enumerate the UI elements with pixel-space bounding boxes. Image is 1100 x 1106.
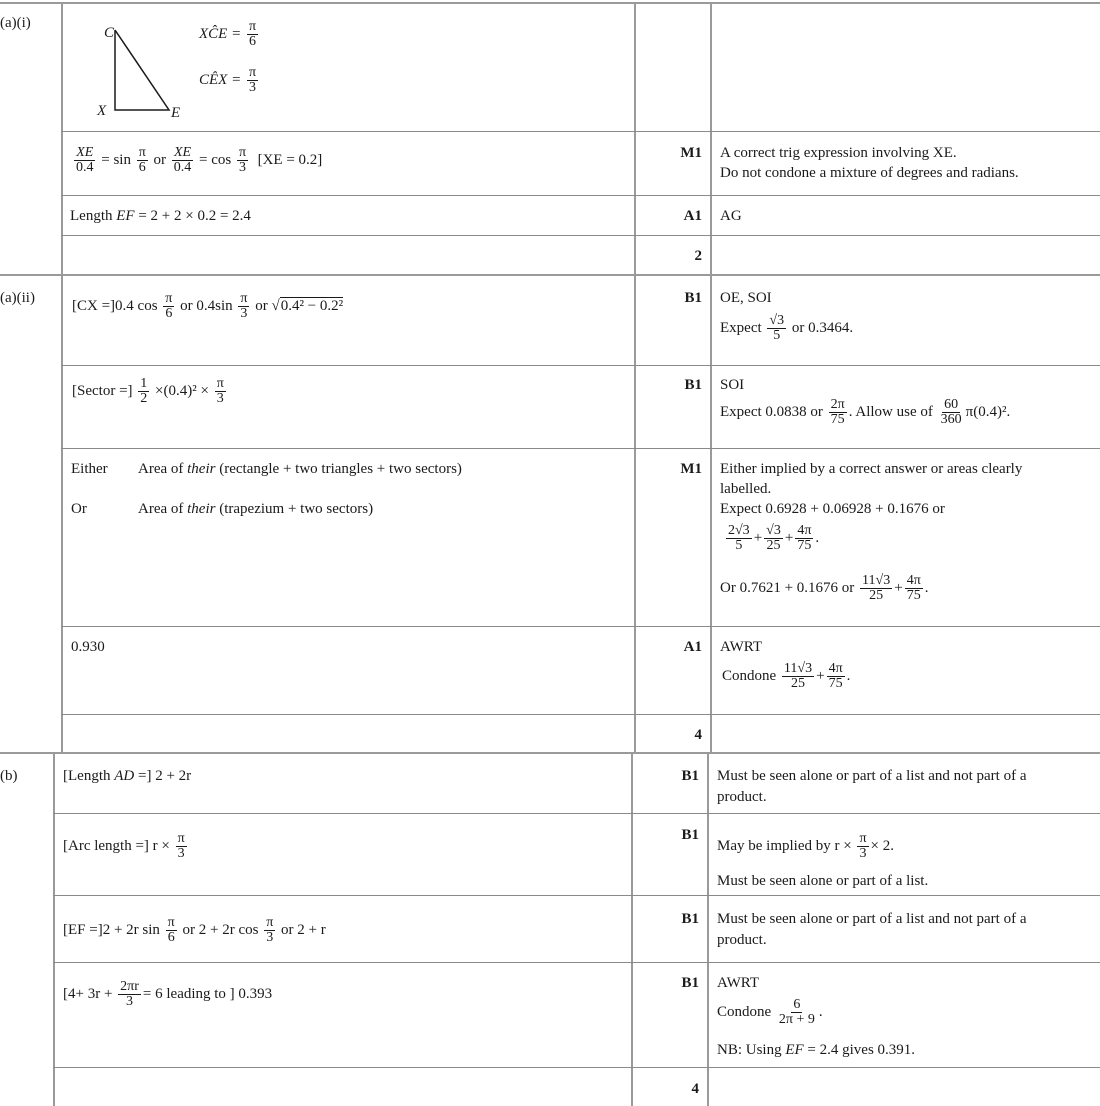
working-arc-length: [Arc length =] r × $\frac{\pi}{3}$	[63, 831, 185, 861]
section-divider	[0, 274, 1100, 276]
angle-xce-lhs: XĈE =	[199, 25, 242, 42]
fraction: $\frac{2\pi}{75}$	[830, 397, 845, 427]
vertex-label-c: C	[104, 25, 115, 41]
angle-cex-lhs: CÊX =	[199, 71, 242, 88]
fraction: $\frac{1}{2}$	[140, 376, 148, 406]
row-divider	[61, 131, 1100, 132]
fraction: $\frac{\pi}{3}$	[859, 831, 867, 861]
guidance-implied: May be implied by r × $\frac{\pi}{3}$ × 2.	[717, 831, 894, 861]
vertex-label-e: E	[171, 105, 181, 121]
section-divider	[0, 752, 1100, 754]
mark-code: B1	[681, 911, 699, 927]
row-divider	[53, 895, 1100, 896]
fraction: $\frac{11√3}{25}$	[783, 661, 813, 691]
guidance-expect: Expect $\frac{√3}{5}$ or 0.3464.	[720, 313, 854, 343]
angle-cex	[199, 66, 260, 95]
guidance-column-divider-a	[710, 2, 712, 752]
fraction: $\frac{6}{2\pi + 9}$	[778, 997, 815, 1027]
guidance-text: product.	[717, 789, 767, 805]
working-answer: 0.930	[71, 639, 105, 655]
working-length-ef: Length EF = 2 + 2 × 0.2 = 2.4	[70, 208, 251, 224]
fraction: $\frac{\pi}{3}$	[239, 145, 247, 175]
row-divider	[61, 235, 1100, 236]
fraction: $\frac{\pi}{3}$	[177, 831, 185, 861]
row-divider	[61, 626, 1100, 627]
fraction: $\frac{√3}{25}$	[766, 523, 781, 553]
fraction: $\frac{4\pi}{75}$	[906, 573, 921, 603]
row-divider	[61, 714, 1100, 715]
working-cx: [CX =]0.4 cos $\frac{\pi}{6}$ or 0.4sin $\frac{\pi}{3}$ or √0.4² − 0.2²	[72, 291, 344, 321]
mark-code: M1	[680, 145, 702, 161]
fraction: $\frac{\pi}{6}$	[248, 19, 257, 49]
working-length-ad: [Length AD =] 2 + 2r	[63, 768, 192, 784]
guidance-text: Do not condone a mixture of degrees and radians.	[720, 165, 1019, 181]
triangle-shape	[115, 30, 169, 110]
fraction: $\frac{\pi}{6}$	[165, 291, 173, 321]
total-marks: 4	[691, 1081, 699, 1097]
row-divider	[53, 813, 1100, 814]
guidance-text: Must be seen alone or part of a list and not part of a	[717, 911, 1027, 927]
guidance-text: Must be seen alone or part of a list and not part of a	[717, 768, 1027, 784]
part-label: (a)(ii)	[0, 290, 35, 306]
top-border	[0, 2, 1100, 4]
mark-code: A1	[683, 639, 702, 655]
mark-code: B1	[684, 290, 702, 306]
row-divider	[61, 195, 1100, 196]
working-or-label: Or	[71, 501, 87, 517]
total-marks: 4	[694, 727, 702, 743]
working-ef: [EF =]2 + 2r sin $\frac{\pi}{6}$ or 2 + 2r cos $\frac{\pi}{3}$ or 2 + r	[63, 915, 326, 945]
fraction: $\frac{2√3}{5}$	[728, 523, 750, 553]
guidance-text: AWRT	[717, 975, 760, 991]
mark-code: B1	[684, 377, 702, 393]
guidance-text: Expect 0.6928 + 0.06928 + 0.1676 or	[720, 501, 945, 517]
guidance-text: AG	[720, 208, 742, 224]
guidance-text: A correct trig expression involving XE.	[720, 145, 957, 161]
fraction: $\frac{\pi}{3}$	[266, 915, 274, 945]
guidance-text: labelled.	[720, 481, 772, 497]
fraction: $\frac{XE}{0.4}$	[76, 145, 94, 175]
guidance-text: OE, SOI	[720, 290, 772, 306]
label-column-divider-a	[61, 2, 63, 752]
guidance-text: Must be seen alone or part of a list.	[717, 873, 929, 889]
mark-code: B1	[681, 975, 699, 991]
mark-code: B1	[681, 827, 699, 843]
mark-code: B1	[681, 768, 699, 784]
guidance-column-divider-b	[707, 752, 709, 1106]
fraction: $\frac{4\pi}{75}$	[828, 661, 843, 691]
mark-code: A1	[683, 208, 702, 224]
fraction: $\frac{√3}{5}$	[769, 313, 785, 343]
fraction: $\frac{XE}{0.4}$	[173, 145, 192, 175]
angle-xce	[199, 20, 260, 49]
row-divider	[61, 365, 1100, 366]
total-marks: 2	[694, 248, 702, 264]
working-sector: [Sector =] $\frac{1}{2}$ ×(0.4)² × $\frac{\pi}{3}$	[72, 376, 224, 406]
fraction: $\frac{11√3}{25}$	[862, 573, 891, 603]
working-solve-r: [4+ 3r + $\frac{2\pi r}{3}$ = 6 leading to ] 0.393	[63, 979, 273, 1009]
fraction: $\frac{\pi}{3}$	[240, 291, 248, 321]
guidance-condone: Condone $\frac{11√3}{25}$ + $\frac{4\pi}{75}$ .	[722, 661, 851, 691]
part-label: (a)(i)	[0, 15, 31, 31]
fraction: $\frac{\pi}{6}$	[138, 145, 146, 175]
guidance-text: product.	[717, 932, 767, 948]
working-xe-trig: $\frac{XE}{0.4}$ = sin $\frac{\pi}{6}$ or $\frac{XE}{0.4}$ = cos $\frac{\pi}{3}$ [XE = 0.2]	[76, 145, 323, 175]
vertex-label-x: X	[97, 103, 107, 119]
working-or-text: Area of their (trapezium + two sectors)	[138, 501, 374, 517]
guidance-text: AWRT	[720, 639, 763, 655]
guidance-text: Either implied by a correct answer or areas clearly	[720, 461, 1023, 477]
fraction: $\frac{4\pi}{75}$	[797, 523, 812, 553]
fraction: $\frac{\pi}{3}$	[248, 65, 257, 95]
working-either-label: Either	[71, 461, 108, 477]
guidance-expect: Expect 0.0838 or $\frac{2\pi}{75}$ . Allow use of $\frac{60}{360}$ π(0.4)².	[720, 397, 1011, 427]
guidance-expression: Or 0.7621 + 0.1676 or $\frac{11√3}{25}$ + $\frac{4\pi}{75}$ .	[720, 573, 929, 603]
row-divider	[53, 962, 1100, 963]
guidance-expression: $\frac{2√3}{5}$ + $\frac{√3}{25}$ + $\frac{4\pi}{75}$ .	[728, 523, 820, 553]
label-column-divider-b	[53, 752, 55, 1106]
fraction: $\frac{\pi}{3}$	[216, 376, 224, 406]
fraction: $\frac{\pi}{6}$	[167, 915, 175, 945]
guidance-condone: Condone $\frac{6}{2\pi + 9}$ .	[717, 997, 823, 1027]
mark-code: M1	[680, 461, 702, 477]
guidance-nb: NB: Using EF = 2.4 gives 0.391.	[717, 1042, 916, 1058]
part-label: (b)	[0, 768, 18, 784]
fraction: $\frac{2\pi r}{3}$	[120, 979, 139, 1009]
working-either-text: Area of their (rectangle + two triangles + two sectors)	[138, 461, 462, 477]
mark-column-divider-b	[631, 752, 633, 1106]
row-divider	[61, 448, 1100, 449]
mark-column-divider-a	[634, 2, 636, 752]
fraction: $\frac{60}{360}$	[940, 397, 962, 427]
row-divider	[53, 1067, 1100, 1068]
guidance-text: SOI	[720, 377, 745, 393]
